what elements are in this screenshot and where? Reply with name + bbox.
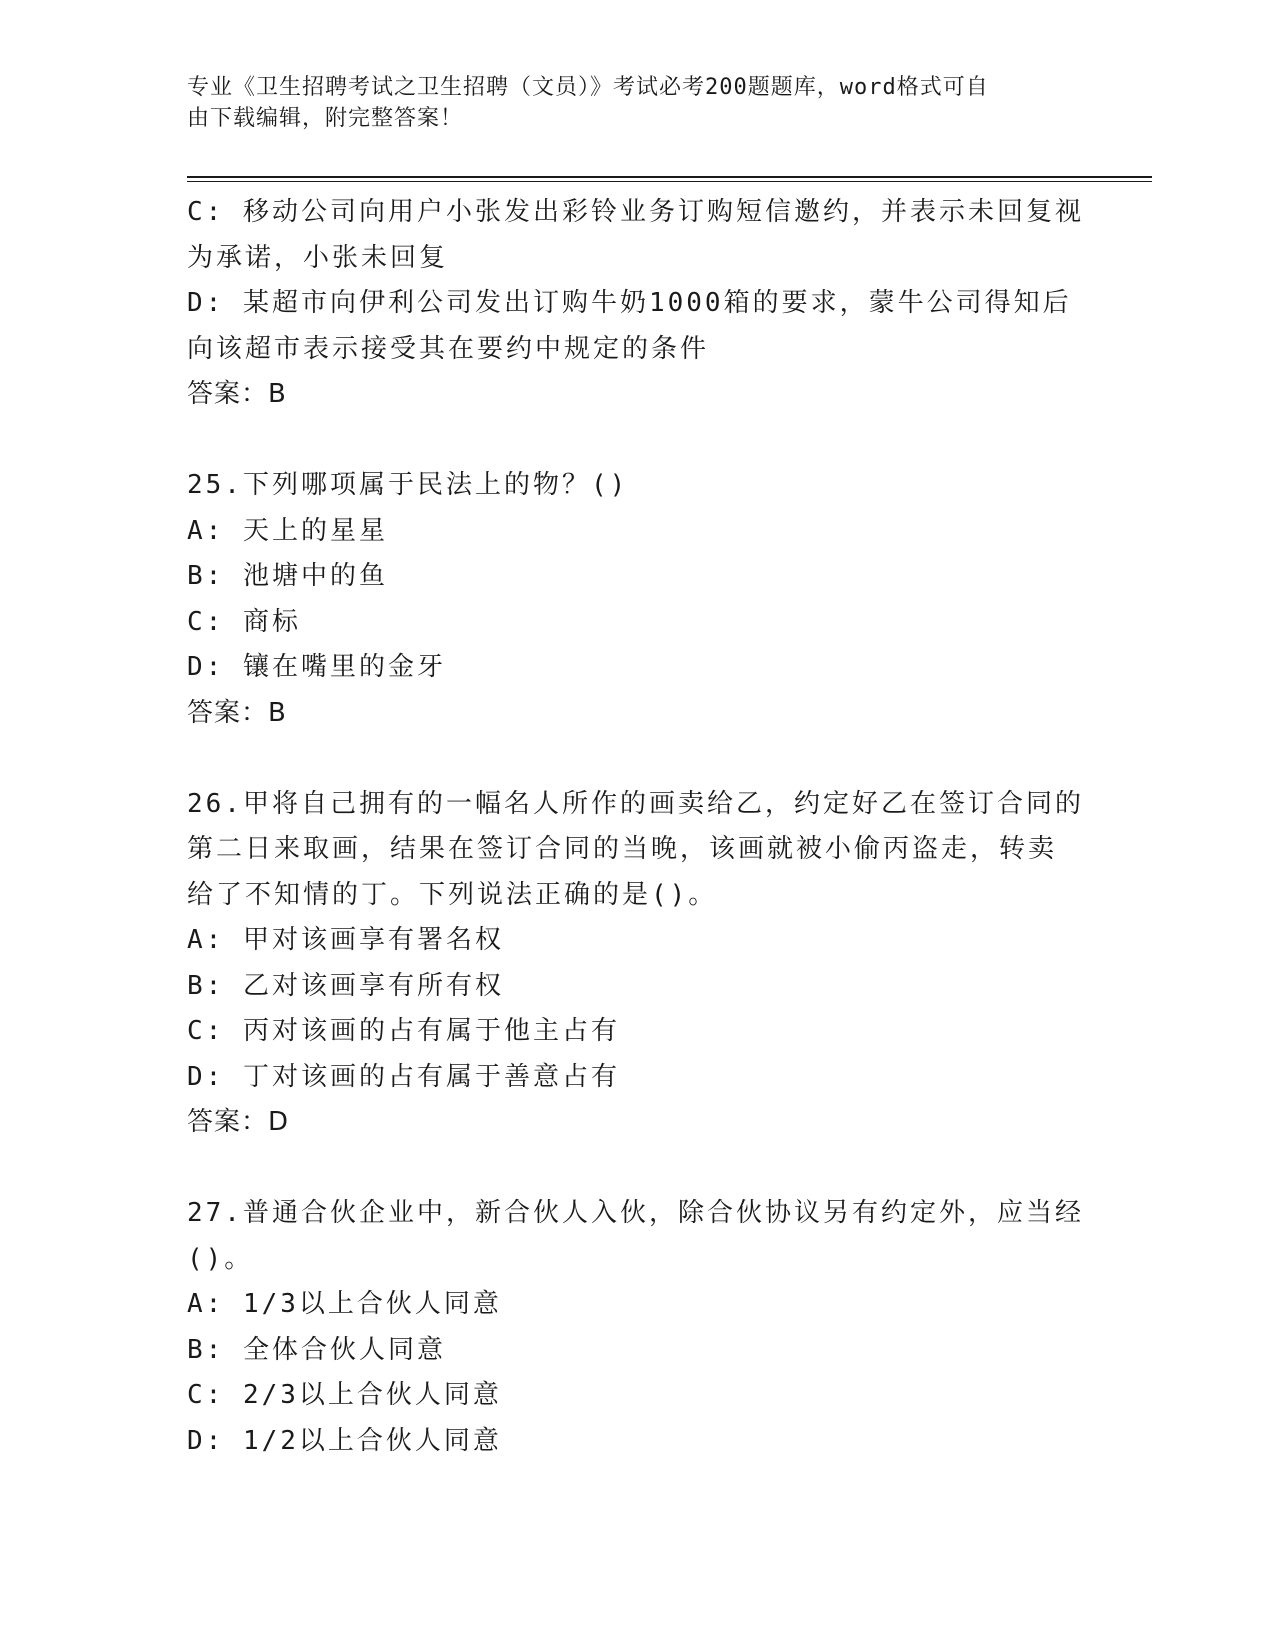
option-c-line-1: C: 移动公司向用户小张发出彩铃业务订购短信邀约，并表示未回复视 <box>187 197 1084 227</box>
option-d-line-2: 向该超市表示接受其在要约中规定的条件 <box>187 333 710 364</box>
option-b: B: 全体合伙人同意 <box>187 1334 446 1365</box>
option-c: C: 丙对该画的占有属于他主占有 <box>187 1016 620 1046</box>
spacer <box>187 1146 1087 1192</box>
question-stem-line-2: ()。 <box>187 1243 254 1274</box>
option-a: A: 甲对该画享有署名权 <box>187 925 504 955</box>
header-line-1: 专业《卫生招聘考试之卫生招聘（文员）》考试必考200题题库，word格式可自 <box>187 75 989 100</box>
option-c: C: 2/3以上合伙人同意 <box>187 1380 502 1410</box>
option-a: A: 1/3以上合伙人同意 <box>187 1289 502 1319</box>
question-stem-line-1: 26.甲将自己拥有的一幅名人所作的画卖给乙，约定好乙在签订合同的 <box>187 788 1084 819</box>
spacer <box>187 418 1087 464</box>
option-d: D: 1/2以上合伙人同意 <box>187 1425 502 1456</box>
question-27 <box>187 1191 1087 1464</box>
question-26 <box>187 782 1087 1146</box>
header-rule-thick <box>187 176 1152 178</box>
question-24-continued <box>187 190 1087 418</box>
question-stem-line-2: 第二日来取画，结果在签订合同的当晚，该画就被小偷丙盗走，转卖 <box>187 834 1058 864</box>
option-a: A: 天上的星星 <box>187 515 388 546</box>
answer-24: 答案：B <box>187 379 287 409</box>
question-25 <box>187 463 1087 736</box>
option-d: D: 丁对该画的占有属于善意占有 <box>187 1061 620 1092</box>
option-c-line-2: 为承诺，小张未回复 <box>187 242 449 273</box>
question-stem-line-1: 27.普通合伙企业中，新合伙人入伙，除合伙协议另有约定外，应当经 <box>187 1198 1084 1228</box>
question-stem: 25.下列哪项属于民法上的物？() <box>187 470 629 500</box>
option-d-line-1: D: 某超市向伊利公司发出订购牛奶1000箱的要求，蒙牛公司得知后 <box>187 288 1072 318</box>
option-d: D: 镶在嘴里的金牙 <box>187 652 446 682</box>
document-header <box>187 72 1067 134</box>
answer-25: 答案：B <box>187 697 287 728</box>
option-b: B: 池塘中的鱼 <box>187 561 388 591</box>
option-c: C: 商标 <box>187 606 301 637</box>
spacer <box>187 736 1087 782</box>
answer-26: 答案：D <box>187 1107 290 1137</box>
document-body <box>187 190 1087 1464</box>
header-rule-thin <box>187 181 1152 182</box>
header-line-2: 由下载编辑，附完整答案！ <box>187 106 464 131</box>
option-b: B: 乙对该画享有所有权 <box>187 970 504 1001</box>
question-stem-line-3: 给了不知情的丁。下列说法正确的是()。 <box>187 879 718 910</box>
